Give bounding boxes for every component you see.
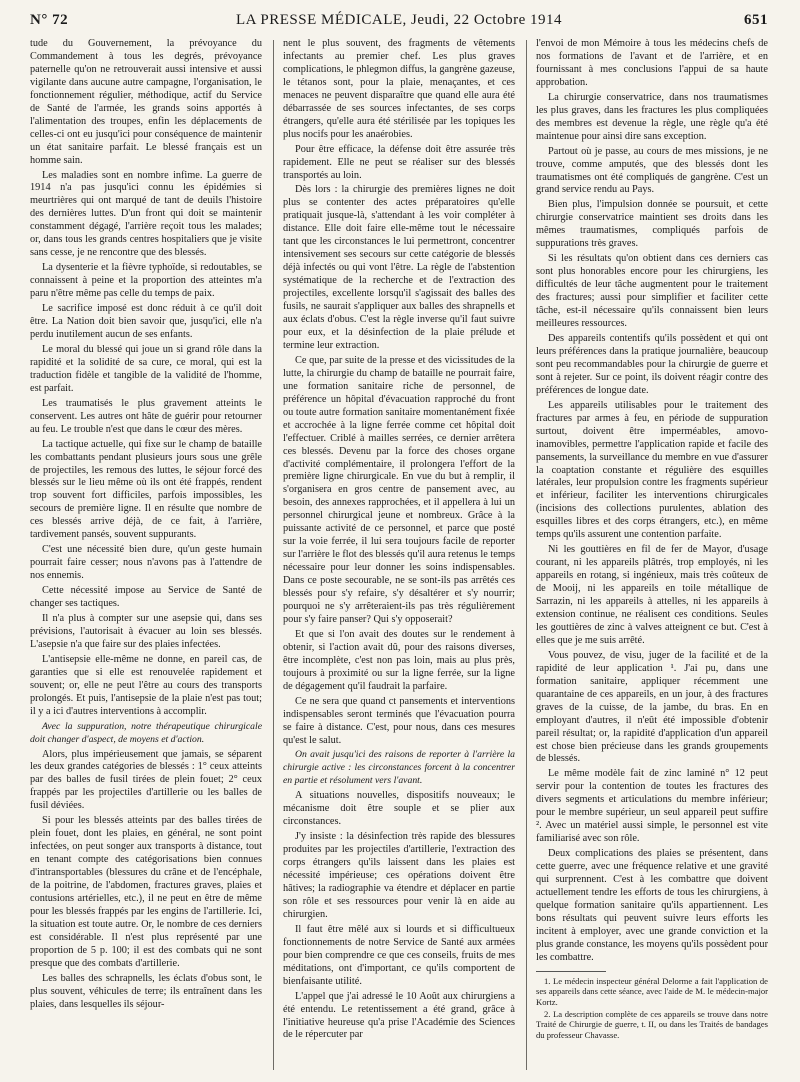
paragraph: Dès lors : la chirurgie des premières lignes ne doit plus se contenter des actes préparatoires qu'elle pratiquait jusque-là, s'attendant à les voir compléter à distance. Elle doit faire elle-même tout le nécessaire tant que les circonstances le lui permettront, concentrer intensivement ses secours sur cette catégorie de blessés déjà infectés ou qui vont l'être. La règle de l'abstention systématique de la recherche et de l'extraction des projectiles, excellente lorsqu'il s'agissait des balles des fusils, ne saurait s'appliquer aux balles des shrapnells et aux éclats d'obus. C'est la règle inverse qu'il faut suivre pour eux, et la désinfection de la plaie prélude et termine leur extraction. — [283, 184, 515, 351]
paragraph: Ni les gouttières en fil de fer de Mayor, d'usage courant, ni les appareils plâtrés, trop employés, ni les appareils en rotang, si ingénieux, mais très coûteux de de Mooij, ni les appareils en toile métallique de Sarrazin, ni les appareils à attelles, ni les appareils à extension continue, ne réalisent ces conditions. Seules les gouttières de zinc à valves atteignent ce but. C'est à elles que je me suis arrêté. — [536, 544, 768, 646]
italic-paragraph: Avec la suppuration, notre thérapeutique chirurgicale doit changer d'aspect, de moyens et d'action. — [30, 720, 262, 745]
paragraph: Des appareils contentifs qu'ils possèdent et qui ont leurs préférences dans la pratique journalière, beaucoup sont peu recommandables pour la chirurgie de guerre et sont à rejeter. Sur ce point, ils doivent réagir contre des préférences de longue date. — [536, 332, 768, 396]
paragraph: Les appareils utilisables pour le traitement des fractures par armes à feu, en période de suppuration surtout, doivent être imperméables, amovo-inamovibles, permettre l'application rapide et facile des pansements, la surveillance du membre en vue d'assurer la coaptation constante et régulière des esquilles latérales, leur propulsion contre les fragments supérieur et inférieur, faciliter les interventions chirurgicales (incisions des collections purulentes, ablation des esquilles libres et des corps étrangers, etc.), en même temps qu'ils assurent une contention parfaite. — [536, 399, 768, 541]
paragraph: Ce ne sera que quand ct pansements et interventions indispensables seront terminés que l'évacuation pourra se faire à distance. C'est, pour nous, dans ces mesures qu'est le salut. — [283, 695, 515, 746]
paragraph: J'y insiste : la désinfection très rapide des blessures produites par les projectiles d'artillerie, l'extraction des corps étrangers qu'ils laissent dans les plaies est nécessité impérieuse; ces opérations doivent être hâtives; la radiographie va étendre et déplacer en partie son rôle et ses ressources pour venir là en aide au chirurgien. — [283, 831, 515, 920]
paragraph: Les traumatisés le plus gravement atteints le conservent. Les autres ont hâte de guérir pour retourner au feu. Le trouble n'est que dans le cœur des mères. — [30, 397, 262, 435]
paragraph: Les maladies sont en nombre infime. La guerre de 1914 n'a pas jusqu'ici connu les épidémies si meurtrières qui ont marqué de tant de deuils l'histoire des dernières luttes. D'un front qui doit se maintenir constamment dégagé, l'arrière reçoit tous les malades; or, dans tous les grands centres hospitaliers que je visite sans cesse, je ne rencontre que des blessés. — [30, 169, 262, 259]
issue-number: N° 72 — [30, 12, 69, 28]
paragraph: Deux complications des plaies se présentent, dans cette guerre, avec une fréquence relative et une gravité qui surprennent. C'est à les combattre que doivent actuellement tendre les efforts de tous les chirurgiens, à quelque formation sanitaire qu'ils appartiennent. Les bons résultats qui peuvent suivre leurs efforts les incitent à employer, avec une grande conviction et la plus grande constance, les moyens qu'ils possèdent pour les combattre. — [536, 848, 768, 963]
column-2 — [283, 38, 515, 1073]
paragraph: Le sacrifice imposé est donc réduit à ce qu'il doit être. La Nation doit bien savoir que, jusqu'ici, elle n'a perdu inutilement aucun de ses enfants. — [30, 303, 262, 340]
page-header — [30, 12, 768, 34]
paragraph: l'envoi de mon Mémoire à tous les médecins chefs de nos formations de l'avant et de l'arrière, et en fournissant à mes conclusions l'appui de sa haute approbation. — [536, 38, 768, 88]
paragraph: Le même modèle fait de zinc laminé n° 12 peut servir pour la contention de toutes les fractures des divers segments et articulations du membre inférieur; pour le membre supérieur, un seul appareil peut suffire ². Avec un matériel aussi simple, le personnel est vite familiarisé avec son rôle. — [536, 768, 768, 845]
paragraph: Bien plus, l'impulsion donnée se poursuit, et cette chirurgie conservatrice maintient ses droits dans les mêmes traumatismes, compliqués parfois de suppurations très graves. — [536, 199, 768, 250]
paragraph: L'antisepsie elle-même ne donne, en pareil cas, de garanties que si elle est renouvelée rapidement et souvent; or, elle ne peut l'être au cours des transports prolongés. Et puis, l'antisepsie de la plaie n'est pas tout; il y a ici d'autres interventions à accomplir. — [30, 653, 262, 717]
paragraph: Il faut être mêlé aux si lourds et si difficultueux fonctionnements de notre Service de Santé aux armées pour bien comprendre ce que ces conseils, fruits de mes méditations, ont d'important, ce qu'ils comportent de bienfaisante utilité. — [283, 923, 515, 987]
paragraph: La chirurgie conservatrice, dans nos traumatismes les plus graves, dans les fractures les plus compliquées des membres est devenue la règle, une règle qu'a été maintenue pour ainsi dire sans exception. — [536, 91, 768, 142]
paragraph: Le moral du blessé qui joue un si grand rôle dans la rapidité et la solidité de sa cure, ce moral, qui est la traduction fidèle et tangible de la validité de l'homme, est parfait. — [30, 343, 262, 394]
paragraph: L'appel que j'ai adressé le 10 Août aux chirurgiens a été entendu. Le retentissement a été grand, grâce à l'initiative heureuse qu'a prise l'Académie des Sciences de le répercuter par — [283, 990, 515, 1041]
footnote-rule — [536, 971, 606, 972]
page-number: 651 — [744, 12, 768, 28]
journal-title: LA PRESSE MÉDICALE, Jeudi, 22 Octobre 1914 — [236, 12, 562, 28]
paragraph: Cette nécessité impose au Service de Santé de changer ses tactiques. — [30, 585, 262, 610]
paragraph: tude du Gouvernement, la prévoyance du Commandement à tous les degrés, prévoyance paternelle qu'on ne retrouverait aussi intensive et aussi vigilante dans aucune autre campagne, l'organisation, le fonctionnement régulier, méthodique, actif du Service de Santé de l'armée, les grands soins apportés à l'alimentation des troupes, enfin les déplacements de celles-ci ont eu jusqu'ici pour conséquence de maintenir un état sanitaire parfait. Le blessé français est un homme sain. — [30, 38, 262, 166]
paragraph: La dysenterie et la fièvre typhoïde, si redoutables, se connaissent à peine et la proportion des atteintes m'a paru n'être même pas celle du temps de paix. — [30, 262, 262, 300]
column-divider-1 — [273, 40, 274, 1070]
paragraph: Partout où je passe, au cours de mes missions, je ne trouve, comme amputés, que des blessés dont les traumatismes ont été compliqués de gangrène. C'est un grand service rendu au Pays. — [536, 145, 768, 196]
paragraph: Les balles des schrapnells, les éclats d'obus sont, le plus souvent, véhicules de terre; ils entraînent dans les plaies, dans lesquelles ils séjour- — [30, 972, 262, 1010]
column-3 — [536, 38, 768, 1073]
paragraph: Alors, plus impérieusement que jamais, se séparent les deux grandes catégories de blessés : 1° ceux atteints par des balles de fusil tirées de plein fouet; 2° ceux frappés par les projectiles d'artillerie ou les balles de fusil déviées. — [30, 748, 262, 812]
paragraph: Et que si l'on avait des doutes sur le rendement à obtenir, si l'action avait dû, pour des raisons diverses, être incomplète, c'est non pas loin, mais au plus près, toujours à proximité ou sur la ligne ferrée, sur la ligne de dégagement qu'il faudrait la parfaire. — [283, 628, 515, 692]
paragraph: nent le plus souvent, des fragments de vêtements infectants au premier chef. Les plus graves complications, le phlegmon diffus, la gangrène gazeuse, le tétanos sont, pour la plaie, menaçantes, et ces menaces ne peuvent disparaître que quand elle aura été débarrassée de ses sources infectantes, de ses corps étrangers, qu'elle aura été stérilisée par les topiques les plus nocifs pour les anaérobies. — [283, 38, 515, 140]
paragraph: Pour être efficace, la défense doit être assurée très rapidement. Elle ne peut se réaliser sur des blessés transportés au loin. — [283, 143, 515, 181]
column-1 — [30, 38, 262, 1073]
paragraph: Vous pouvez, de visu, juger de la facilité et de la rapidité de leur application ¹. J'ai pu, dans une formation sanitaire, appliquer récemment une quarantaine de ces appareils, en un jour, à des fractures graves de la cuisse, de la jambe, du bras. En en employant d'autres, il n'eût été impossible d'obtenir pareil résultat; or, la rapidité d'application d'un appareil est chose bien précieuse dans les grands groupements de blessés. — [536, 649, 768, 765]
paragraph: A situations nouvelles, dispositifs nouveaux; le mécanisme doit être souple et se plier aux circonstances. — [283, 790, 515, 828]
paragraph: Ce que, par suite de la presse et des vicissitudes de la lutte, la chirurgie du champ de bataille ne pourrait faire, une formation sanitaire riche de personnel, de préférence un hôpital d'évacuation rapproché du front ou toute autre formation sanitaire momentanément fixée et accrochée à la ligne ferrée comme cet hôpital doit l'effectuer. Criblé à mailles serrées, ce dernier arrêtera ces blessés. Devenu par la force des choses organe d'activité complémentaire, il prolongera l'effort de la première ligne chirurgicale. En vue du but à remplir, il s'organisera en gros centre de pansement avec, au besoin, des annexes rapprochées, et il appellera à lui un personnel chirurgical jeune et nombreux. Grâce à la puissante activité de ce personnel, et parce que posté sur la voie ferrée, il lui sera toujours facile de reporter sur l'arrière le flot des blessés qu'il aura retenus le temps nécessaire pour leur donner les soins indispensables. Dans ce poste secourable, ne se sont-ils pas arrêtés ces blessés pour s'y refaire, s'y désaltérer et s'y nourrir; pourquoi ne s'y arrêteraient-ils pas très régulièrement pour s'y faire panser? Qui s'y opposerait? — [283, 354, 515, 625]
column-divider-2 — [526, 40, 527, 1070]
footnote: 1. Le médecin inspecteur général Delorme a fait l'application de ses appareils dans cette séance, avec l'aide de M. le médecin-major Kortz. — [536, 975, 768, 1007]
paragraph: La tactique actuelle, qui fixe sur le champ de bataille les combattants pendant plusieurs jours sous une grêle de projectiles, les remous des luttes, le séjour forcé des blessés sur le lieu même où ils ont été frappés, rendent trop souvent fort difficiles, parfois impossibles, les secours de première ligne. Il en résulte que nombre de ces blessés arrive déjà, de ce fait, à l'arrière, tardivement pansés, souvent suppurants. — [30, 438, 262, 541]
paragraph: Si pour les blessés atteints par des balles tirées de plein fouet, dont les plaies, en général, ne sont point infectées, on peut songer aux transports à distance, tout en tenant compte des catégorisations bien connues d'intransportables (blessures du crâne et de l'encéphale, de la poitrine, de l'abdomen, fractures graves, plaies et contusions artérielles, etc.), il ne peut en être de même pour les blessés frappés par les engins de l'artillerie. Ici, la situation est toute autre. Or, le nombre de ces derniers est considérable. Il n'est plus représenté par une proportion de 5 p. 100; il est des combats qui ne sont presque que des combats d'artillerie. — [30, 815, 262, 969]
italic-paragraph: On avait jusqu'ici des raisons de reporter à l'arrière la chirurgie active : les circonstances forcent à la concentrer en partie et résolument vers l'avant. — [283, 749, 515, 787]
paragraph: Si les résultats qu'on obtient dans ces derniers cas sont plus honorables encore pour les chirurgiens, les difficultés de leur tâche augmentent pour le traitement des fractures; aussi pour simplifier et faciliter cette tâche, est-il nécessaire qu'ils connaissent bien leurs meilleures ressources. — [536, 253, 768, 330]
paragraph: Il n'a plus à compter sur une asepsie qui, dans ses prévisions, l'autorisait à évacuer au loin ses blessés. L'asepsie n'a que faire sur des plaies infectées. — [30, 612, 262, 650]
footnote: 2. La description complète de ces appareils se trouve dans notre Traité de Chirurgie de guerre, t. II, ou dans les Traités de bandages du professeur Chavasse. — [536, 1008, 768, 1040]
paragraph: C'est une nécessité bien dure, qu'un geste humain pourrait faire cesser; nous n'avons pas à l'attendre de nos ennemis. — [30, 544, 262, 582]
